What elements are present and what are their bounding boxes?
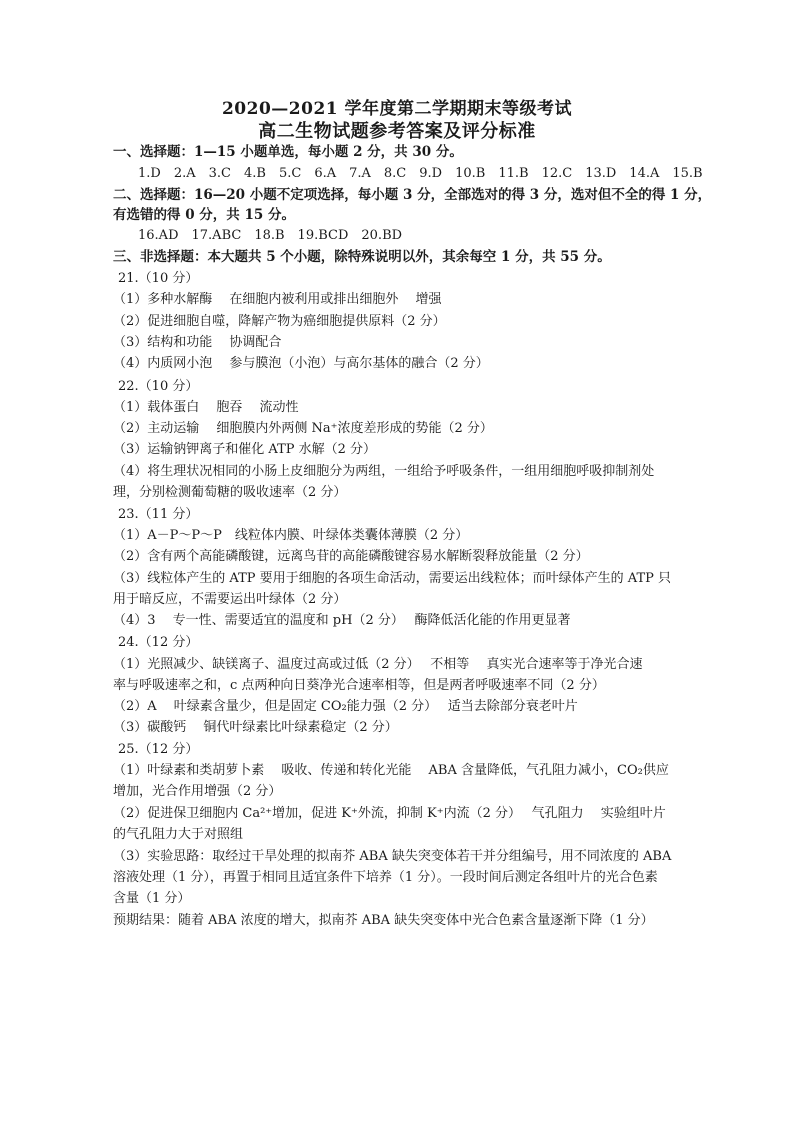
answer-item: 4.B (243, 166, 266, 181)
answer-line: （3）线粒体产生的 ATP 要用于细胞的各项生命活动，需要运出线粒体；而叶绿体产生的 ATP 只 (113, 571, 671, 586)
question-header: 22.（10 分） (118, 379, 199, 394)
question-header: 23.（11 分） (118, 507, 199, 522)
answer-line: （1）A－P～P～P 线粒体内膜、叶绿体类囊体薄膜（2 分） (113, 528, 469, 543)
question-header: 24.（12 分） (118, 635, 199, 650)
answer-line: （2）含有两个高能磷酸键，远离鸟苷的高能磷酸键容易水解断裂释放能量（2 分） (113, 549, 589, 564)
question-header: 21.（10 分） (118, 271, 199, 286)
answer-line: 预期结果：随着 ABA 浓度的增大，拟南芥 ABA 缺失突变体中光合色素含量逐渐下降（1 分） (113, 913, 654, 928)
answer-item: 10.B (455, 166, 486, 181)
answer-item: 11.B (498, 166, 529, 181)
answer-line: 理，分别检测葡萄糖的吸收速率（2 分） (113, 485, 347, 500)
answer-item: 18.B (254, 228, 285, 243)
answer-item: 2.A (173, 166, 196, 181)
answer-line: （1）载体蛋白 胞吞 流动性 (113, 400, 299, 415)
answer-line: （3）碳酸钙 铜代叶绿素比叶绿素稳定（2 分） (113, 720, 398, 735)
answer-line: （4）将生理状况相同的小肠上皮细胞分为两组，一组给予呼吸条件，一组用细胞呼吸抑制剂处 (113, 464, 655, 479)
answer-item: 15.B (672, 166, 703, 181)
answer-line: （2）主动运输 细胞膜内外两侧 Na⁺浓度差形成的势能（2 分） (113, 421, 493, 436)
section2-header-line1: 二、选择题：16—20 小题不定项选择，每小题 3 分，全部选对的得 3 分，选对但不全的得 1 分， (113, 187, 712, 203)
answer-item: 12.C (541, 166, 573, 181)
answer-item: 13.D (585, 166, 617, 181)
answer-item: 5.C (278, 166, 302, 181)
answer-line: （1）光照减少、缺镁离子、温度过高或过低（2 分） 不相等 真实光合速率等于净光合速 (113, 657, 643, 672)
section1-answers (138, 165, 716, 183)
answer-line: （3）结构和功能 协调配合 (113, 335, 282, 350)
answer-item: 16.AD (138, 228, 179, 243)
section3-header: 三、非选择题：本大题共 5 个小题，除特殊说明以外，其余每空 1 分，共 55 分。 (113, 249, 611, 265)
answer-line: 的气孔阻力大于对照组 (113, 827, 244, 842)
section1-header: 一、选择题：1—15 小题单选，每小题 2 分，共 30 分。 (113, 144, 463, 160)
section2-header-line2: 有选错的得 0 分，共 15 分。 (113, 207, 295, 223)
answer-item: 6.A (314, 166, 337, 181)
answer-line: （2）促进保卫细胞内 Ca²⁺增加，促进 K⁺外流，抑制 K⁺内流（2 分） 气孔阻力 实验组叶片 (113, 806, 666, 821)
answer-line: （1）多种水解酶 在细胞内被利用或排出细胞外 增强 (113, 292, 442, 307)
answer-line: （3）实验思路：取经过干旱处理的拟南芥 ABA 缺失突变体若干并分组编号，用不同浓度的 ABA (113, 849, 672, 864)
answer-item: 7.A (349, 166, 371, 181)
answer-item: 19.BCD (297, 228, 349, 243)
answer-line: （4）内质网小泡 参与膜泡（小泡）与高尔基体的融合（2 分） (113, 356, 489, 371)
exam-title: 2020—2021 学年度第二学期期末等级考试 (221, 99, 573, 119)
answer-item: 14.A (629, 166, 660, 181)
answer-line: （2）A 叶绿素含量少，但是固定 CO₂能力强（2 分） 适当去除部分衰老叶片 (113, 699, 578, 714)
answer-line: 率与呼吸速率之和，c 点两种向日葵净光合速率相等，但是两者呼吸速率不同（2 分） (113, 678, 605, 693)
answer-line: 增加，光合作用增强（2 分） (113, 784, 282, 799)
answer-line: （3）运输钠钾离子和催化 ATP 水解（2 分） (113, 442, 377, 457)
answer-item: 1.D (138, 166, 161, 181)
answer-item: 3.C (208, 166, 231, 181)
answer-line: （1）叶绿素和类胡萝卜素 吸收、传递和转化光能 ABA 含量降低，气孔阻力减小，CO₂供应 (113, 763, 669, 778)
answer-line: 含量（1 分） (113, 891, 191, 906)
answer-line: 用于暗反应，不需要运出叶绿体（2 分） (113, 592, 347, 607)
exam-subtitle: 高二生物试题参考答案及评分标准 (258, 121, 536, 142)
section2-answers (138, 227, 415, 245)
answer-line: 溶液处理（1 分），再置于相同且适宜条件下培养（1 分）。一段时间后测定各组叶片的光合色素 (113, 870, 658, 885)
answer-line: （4）3 专一性、需要适宜的温度和 pH（2 分） 酶降低活化能的作用更显著 (113, 613, 571, 628)
answer-item: 9.D (419, 166, 443, 181)
question-header: 25.（12 分） (118, 742, 199, 757)
answer-line: （2）促进细胞自噬，降解产物为癌细胞提供原料（2 分） (113, 314, 446, 329)
answer-item: 17.ABC (191, 228, 242, 243)
answer-item: 8.C (383, 166, 407, 181)
answer-item: 20.BD (361, 228, 403, 243)
